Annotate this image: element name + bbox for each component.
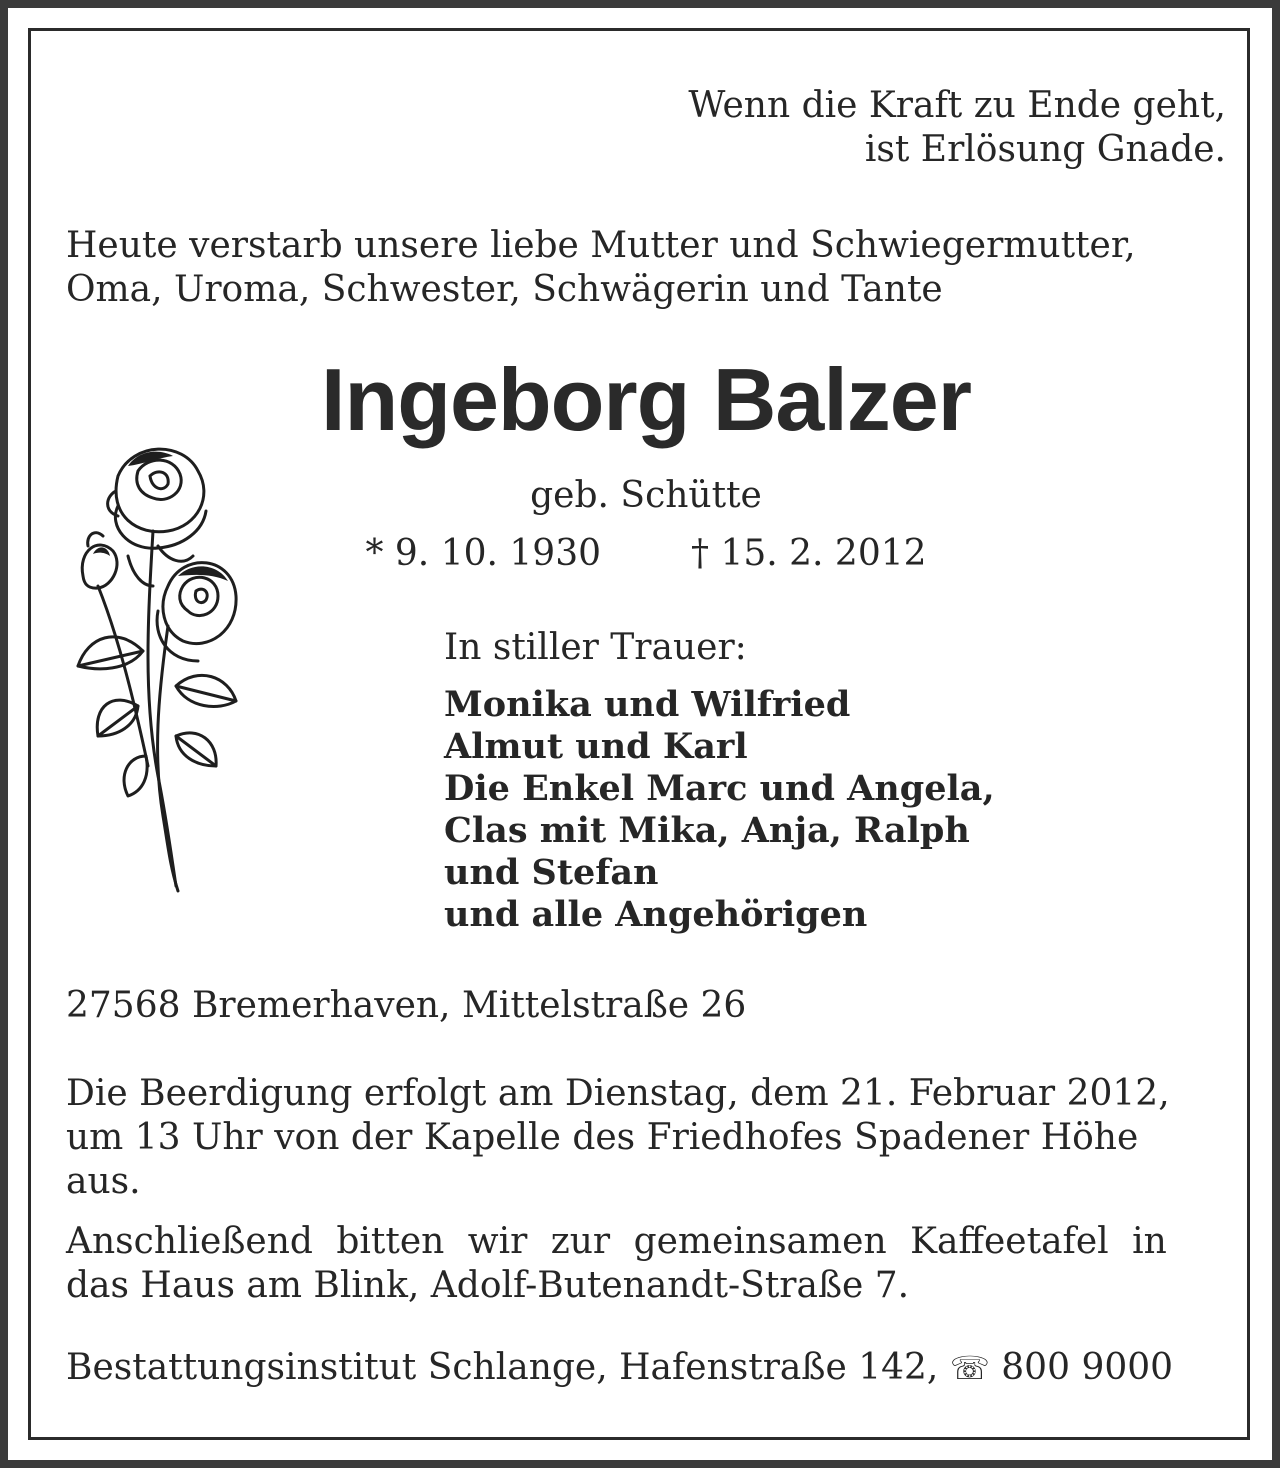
- birth-date: * 9. 10. 1930: [365, 533, 601, 574]
- deceased-name: Ingeborg Balzer: [321, 350, 971, 449]
- death-date: † 15. 2. 2012: [691, 533, 927, 574]
- undertaker-line: [66, 1346, 1226, 1390]
- undertaker-phone: 800 9000: [1001, 1347, 1174, 1388]
- address: 27568 Bremerhaven, Mittelstraße 26: [66, 985, 747, 1026]
- mourner-line: Clas mit Mika, Anja, Ralph: [444, 810, 970, 851]
- motto-line-1: Wenn die Kraft zu Ende geht,: [688, 85, 1226, 126]
- mourner-line: Die Enkel Marc und Angela,: [444, 768, 995, 809]
- motto-line-2: ist Erlösung Gnade.: [864, 129, 1226, 170]
- telephone-icon: ☏: [949, 1349, 990, 1387]
- birth-name: geb. Schütte: [530, 475, 762, 516]
- obituary-sheet: [8, 8, 1272, 1460]
- mourner-line: und Stefan: [444, 852, 659, 893]
- reception-line-2: das Haus am Blink, Adolf-Butenandt-Straße 7.: [66, 1265, 910, 1306]
- undertaker-text: Bestattungsinstitut Schlange, Hafenstraße 142,: [66, 1347, 939, 1388]
- funeral-line-2: um 13 Uhr von der Kapelle des Friedhofes Spadener Höhe: [66, 1117, 1139, 1158]
- reception-line-1: Anschließend bitten wir zur gemeinsamen Kaffeetafel in: [66, 1221, 1167, 1262]
- funeral-line-3: aus.: [66, 1161, 141, 1202]
- mourner-line: Monika und Wilfried: [444, 684, 851, 725]
- mourners-heading: In stiller Trauer:: [444, 627, 747, 668]
- life-dates: [66, 532, 1226, 576]
- intro-line-1: Heute verstarb unsere liebe Mutter und Schwiegermutter,: [66, 225, 1136, 266]
- mourner-line: und alle Angehörigen: [444, 894, 868, 935]
- obituary-content: [66, 84, 1226, 1388]
- intro-line-2: Oma, Uroma, Schwester, Schwägerin und Tante: [66, 269, 943, 310]
- mourners-block: [444, 626, 995, 936]
- funeral-line-1: Die Beerdigung erfolgt am Dienstag, dem 21. Februar 2012,: [66, 1073, 1170, 1114]
- mourner-line: Almut und Karl: [444, 726, 748, 767]
